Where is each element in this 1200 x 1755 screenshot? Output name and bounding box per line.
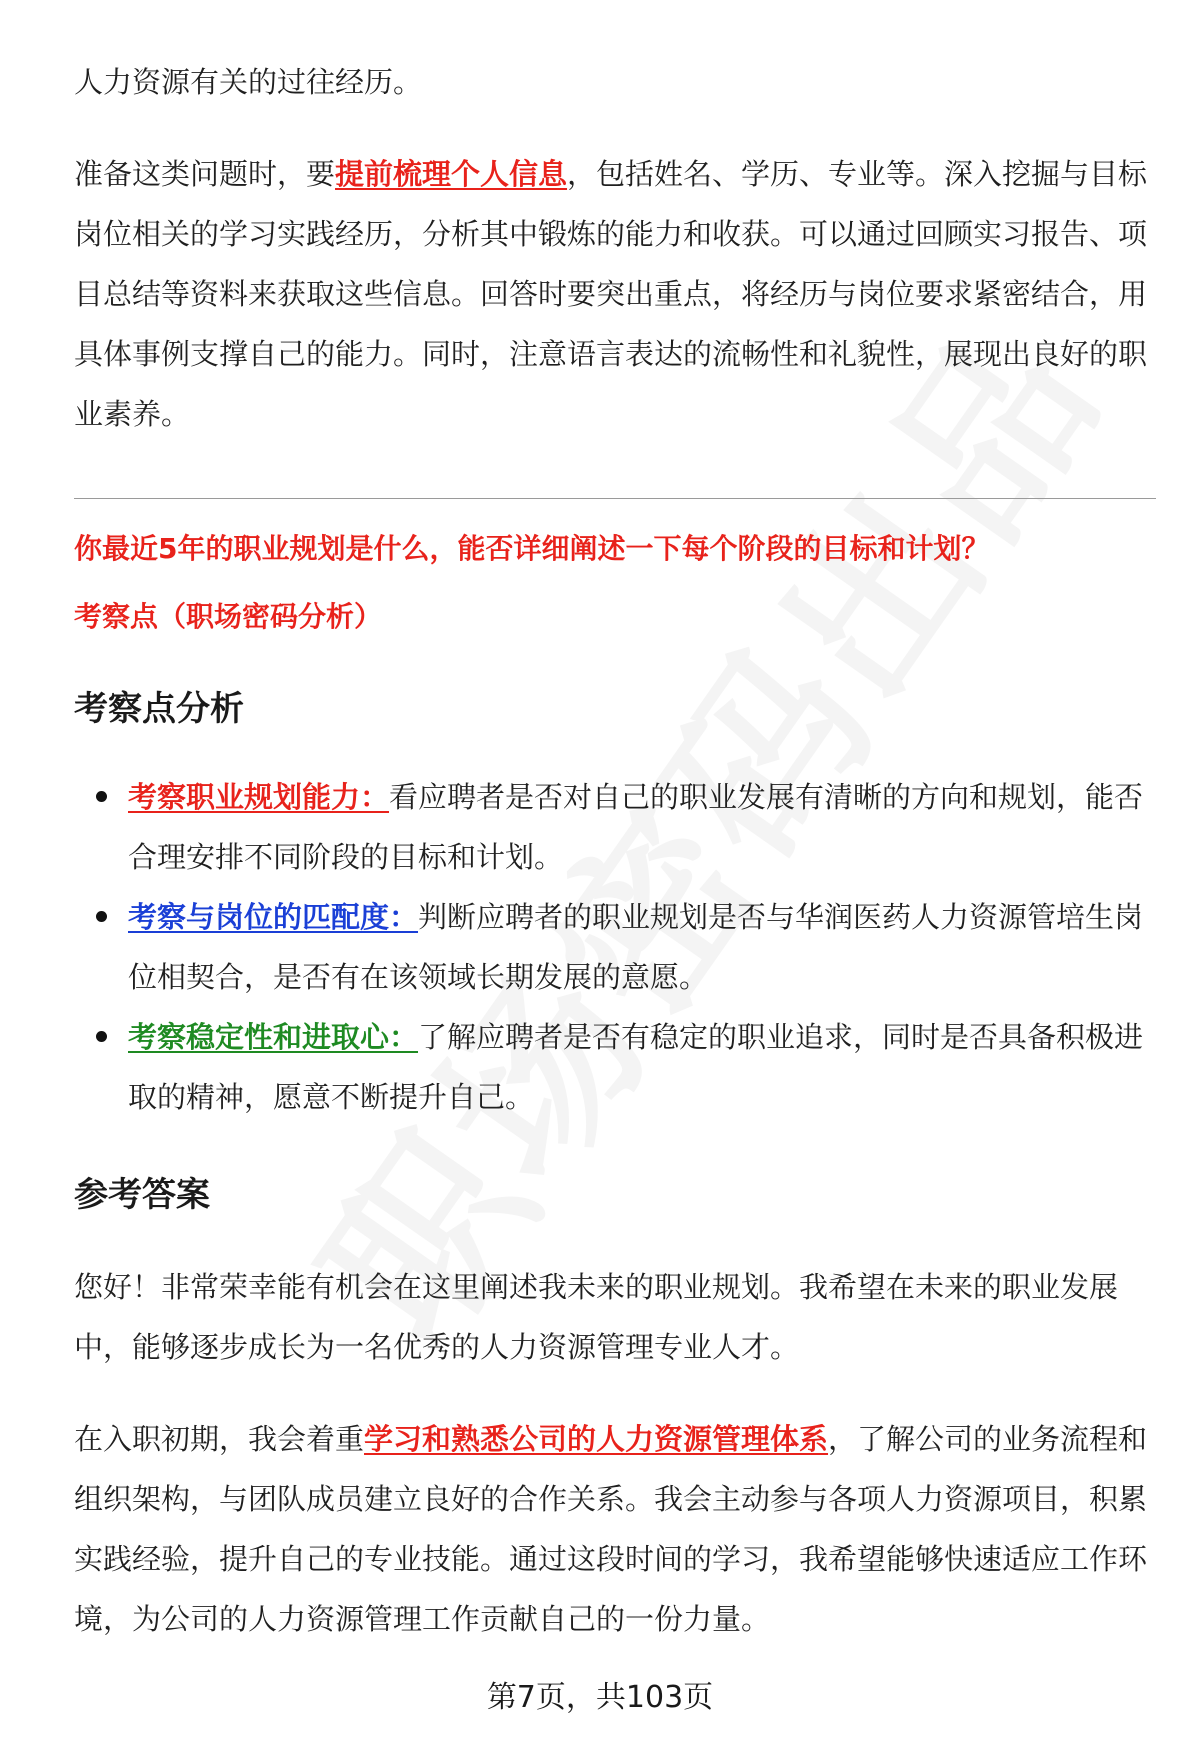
bullet-label: 考察稳定性和进取心： — [128, 1020, 419, 1054]
answer-paragraph-2 — [74, 1409, 1156, 1649]
analysis-list — [74, 767, 1156, 1127]
answer-paragraph-1: 您好！非常荣幸能有机会在这里阐述我未来的职业规划。我希望在未来的职业发展中，能够逐步成长为一名优秀的人力资源管理专业人才。 — [74, 1270, 1119, 1364]
bullet-text: 判断应聘者的职业规划是否与华润医药人力资源管培生岗位相契合，是否有在该领域长期发展的意愿。 — [128, 900, 1144, 994]
bullet-dot-icon — [96, 791, 107, 802]
bullet-text: 看应聘者是否对自己的职业发展有清晰的方向和规划，能否合理安排不同阶段的目标和计划。 — [128, 780, 1144, 874]
bullet-text: 了解应聘者是否有稳定的职业追求，同时是否具备积极进取的精神，愿意不断提升自己。 — [128, 1020, 1144, 1114]
bullet-dot-icon — [96, 1031, 107, 1042]
intro-tail-paragraph: 人力资源有关的过往经历。 — [74, 65, 423, 99]
page-number: 第7页，共103页 — [486, 1680, 714, 1715]
analysis-heading: 考察点分析 — [74, 689, 244, 729]
answer-text-a: 在入职初期，我会着重 — [74, 1422, 365, 1456]
prep-highlight: 提前梳理个人信息 — [335, 157, 568, 191]
section-divider — [74, 498, 1156, 499]
interview-question: 你最近5年的职业规划是什么，能否详细阐述一下每个阶段的目标和计划？ — [74, 532, 990, 565]
preparation-paragraph — [74, 144, 1156, 444]
list-item — [74, 767, 1156, 887]
exam-point-label: 考察点（职场密码分析） — [74, 600, 383, 633]
bullet-label: 考察与岗位的匹配度： — [128, 900, 419, 934]
bullet-label: 考察职业规划能力： — [128, 780, 390, 814]
page-content — [74, 52, 1156, 1649]
prep-text-1: 准备这类问题时，要 — [74, 157, 336, 191]
list-item — [74, 1007, 1156, 1127]
list-item — [74, 887, 1156, 1007]
answer-heading: 参考答案 — [74, 1175, 210, 1215]
prep-text-2: ，包括姓名、学历、专业等。深入挖掘与目标岗位相关的学习实践经历，分析其中锻炼的能力和收获。可以通过回顾实习报告、项目总结等资料来获取这些信息。回答时要突出重点，将经历与岗位要求紧密结合，用具体事例支撑自己的能力。同时，注意语言表达的流畅性和礼貌性，展现出良好的职业素养。 — [74, 157, 1148, 431]
bullet-dot-icon — [96, 911, 107, 922]
answer-text-b: ，了解公司的业务流程和组织架构，与团队成员建立良好的合作关系。我会主动参与各项人力资源项目，积累实践经验，提升自己的专业技能。通过这段时间的学习，我希望能够快速适应工作环境，为公司的人力资源管理工作贡献自己的一份力量。 — [74, 1422, 1148, 1636]
answer-highlight: 学习和熟悉公司的人力资源管理体系 — [364, 1422, 829, 1456]
